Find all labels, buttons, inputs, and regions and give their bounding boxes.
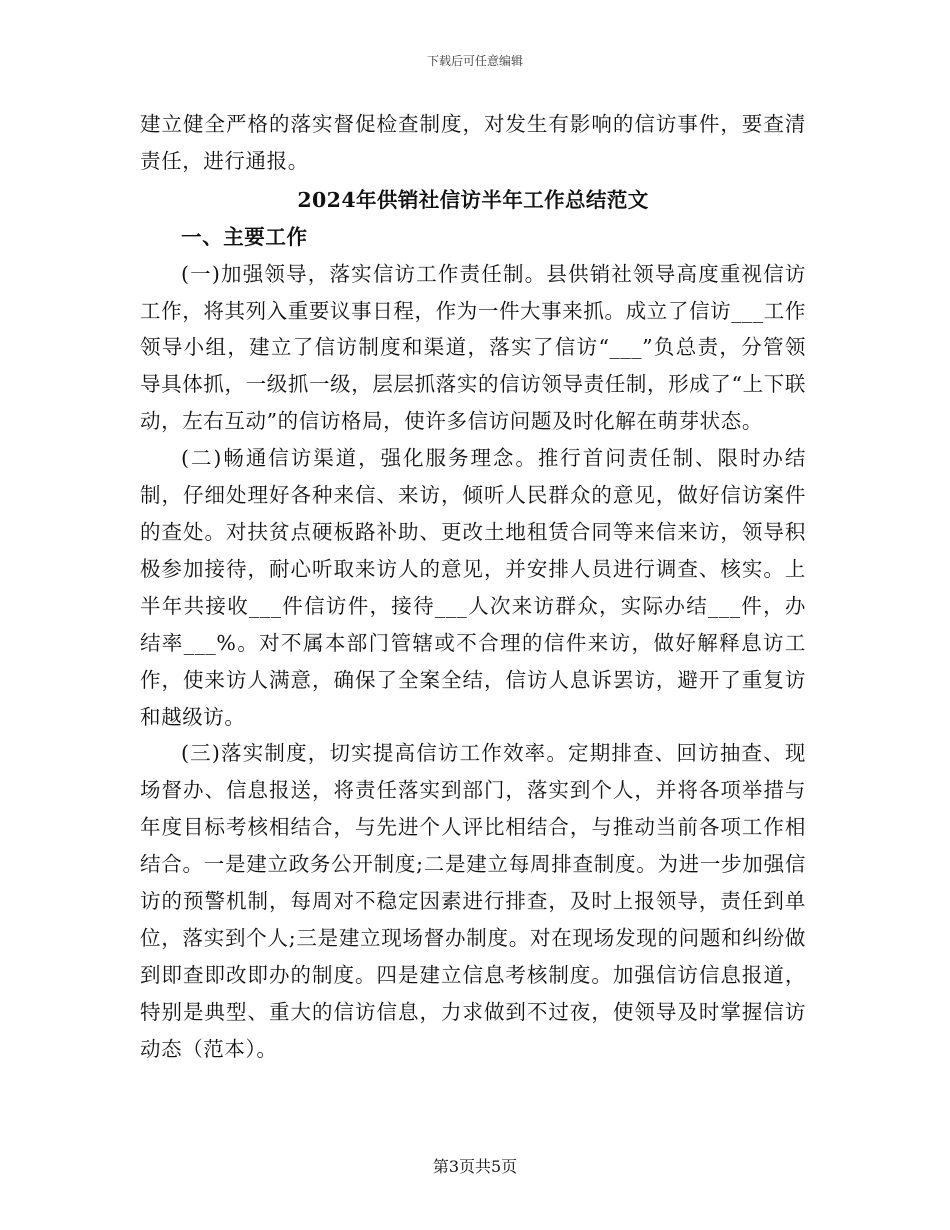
section-heading: 一、主要工作 xyxy=(181,224,308,249)
paragraph-1: (一)加强领导，落实信访工作责任制。县供销社领导高度重视信访工作，将其列入重要议事日程，作为一件大事来抓。成立了信访___工作领导小组，建立了信访制度和渠道，落实了信访“___”负总责，分管领导具体抓，一级抓一级，层层抓落实的信访领导责任制，形成了“上下联动，左右互动”的信访格局，使许多信访问题及时化解在萌芽状态。 xyxy=(140,261,806,434)
page-indicator: 第3页共5页 xyxy=(432,1157,518,1176)
document-body xyxy=(140,106,806,1068)
header-note: 下载后可任意编辑 xyxy=(426,54,523,68)
paragraph-2: (二)畅通信访渠道，强化服务理念。推行首问责任制、限时办结制，仔细处理好各种来信、来访，倾听人民群众的意见，做好信访案件的查处。对扶贫点硬板路补助、更改土地租赁合同等来信来访，领导积极参加接待，耐心听取来访人的意见，并安排人员进行调查、核实。上半年共接收___件信访件，接待___人次来访群众，实际办结___件，办结率___%。对不属本部门管辖或不合理的信件来访，做好解释息访工作，使来访人满意，确保了全案全结，信访人息诉罢访，避开了重复访和越级访。 xyxy=(140,446,806,729)
continuation-paragraph: 建立健全严格的落实督促检查制度，对发生有影响的信访事件，要查清责任，进行通报。 xyxy=(140,112,806,173)
paragraph-3: (三)落实制度，切实提高信访工作效率。定期排查、回访抽查、现场督办、信息报送，将责任落实到部门，落实到个人，并将各项举措与年度目标考核相结合，与先进个人评比相结合，与推动当前各项工作相结合。一是建立政务公开制度;二是建立每周排查制度。为进一步加强信访的预警机制，每周对不稳定因素进行排查，及时上报领导，责任到单位，落实到个人;三是建立现场督办制度。对在现场发现的问题和纠纷做到即查即改即办的制度。四是建立信息考核制度。加强信访信息报道，特别是典型、重大的信访信息，力求做到不过夜，使领导及时掌握信访动态（范本）。 xyxy=(140,741,806,1061)
document-title: 2024年供销社信访半年工作总结范文 xyxy=(297,187,649,212)
